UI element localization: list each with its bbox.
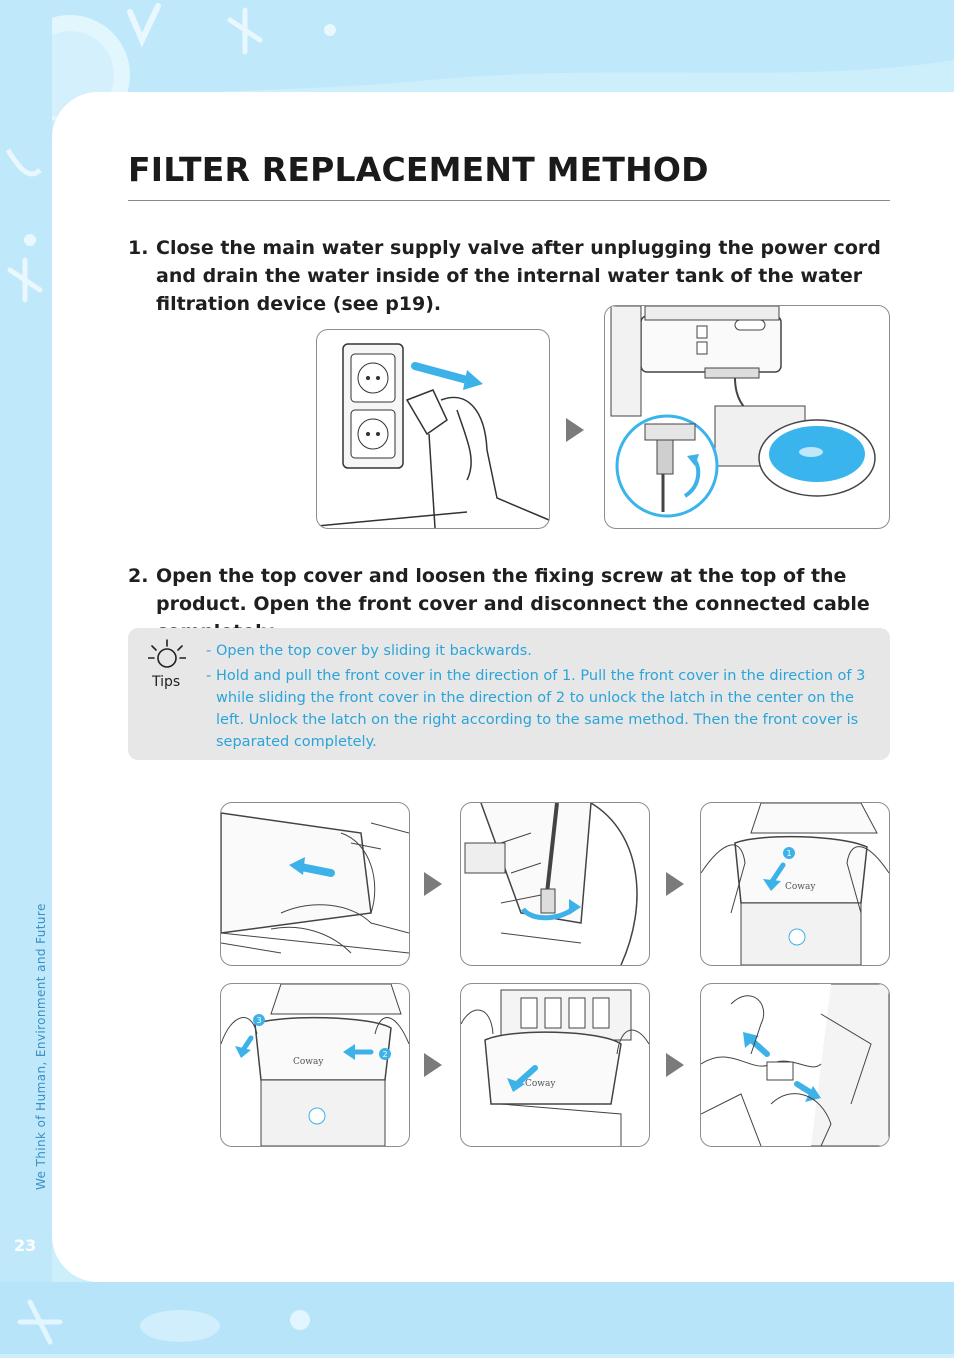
side-tagline: We Think of Human, Environment and Future	[34, 903, 48, 1190]
illustration-loosen-fixing-screw	[460, 802, 650, 966]
illustration-unplug-power-cord	[316, 329, 550, 529]
illustration-slide-front-cover-directions-2-3	[220, 983, 410, 1147]
coway-logo-text: Coway	[525, 1079, 556, 1089]
step-1-number: 1.	[128, 237, 149, 259]
step-1-text: Close the main water supply valve after unplugging the power cord and drain the water inside of the internal water tank of the water filtration device (see p19).	[156, 237, 881, 315]
tip-text: Hold and pull the front cover in the direction of 1. Pull the front cover in the direction of 3 while sliding the front cover in the direction of 2 to unlock the latch in the center on the left. Unlock the latch on the right according to the same method. Then the front cover is separated completely.	[216, 668, 866, 750]
tip-text: Open the top cover by sliding it backwards.	[216, 643, 532, 659]
page-number: 23	[14, 1236, 37, 1255]
tips-box	[128, 628, 890, 760]
next-step-arrow-icon	[666, 1053, 684, 1077]
title-divider	[128, 200, 890, 201]
coway-logo-text: Coway	[293, 1057, 324, 1067]
page-title: FILTER REPLACEMENT METHOD	[128, 150, 709, 189]
illustration-remove-front-cover	[460, 983, 650, 1147]
tips-label: Tips	[152, 674, 181, 690]
callout-3: 3	[256, 1016, 262, 1025]
tip-dash: -	[206, 668, 212, 684]
illustration-slide-top-cover	[220, 802, 410, 966]
lightbulb-icon	[148, 638, 186, 674]
next-step-arrow-icon	[666, 872, 684, 896]
next-step-arrow-icon	[424, 1053, 442, 1077]
callout-1: 1	[786, 849, 792, 858]
step-2-number: 2.	[128, 565, 149, 587]
illustration-pull-front-cover-direction-1	[700, 802, 890, 966]
coway-logo-text: Coway	[785, 882, 816, 892]
step-2-text: Open the top cover and loosen the fixing screw at the top of the product. Open the front cover and disconnect the connected cable	[156, 565, 870, 615]
tip-item	[206, 665, 878, 753]
tip-dash: -	[206, 643, 212, 659]
callout-2: 2	[382, 1050, 388, 1059]
next-step-arrow-icon	[424, 872, 442, 896]
footer-decoration	[0, 1282, 954, 1354]
illustration-drain-water-tank	[604, 305, 890, 529]
tips-list	[206, 640, 878, 753]
next-step-arrow-icon	[566, 418, 584, 442]
step-2	[128, 562, 888, 620]
illustration-disconnect-cable	[700, 983, 890, 1147]
tip-item	[206, 640, 878, 662]
